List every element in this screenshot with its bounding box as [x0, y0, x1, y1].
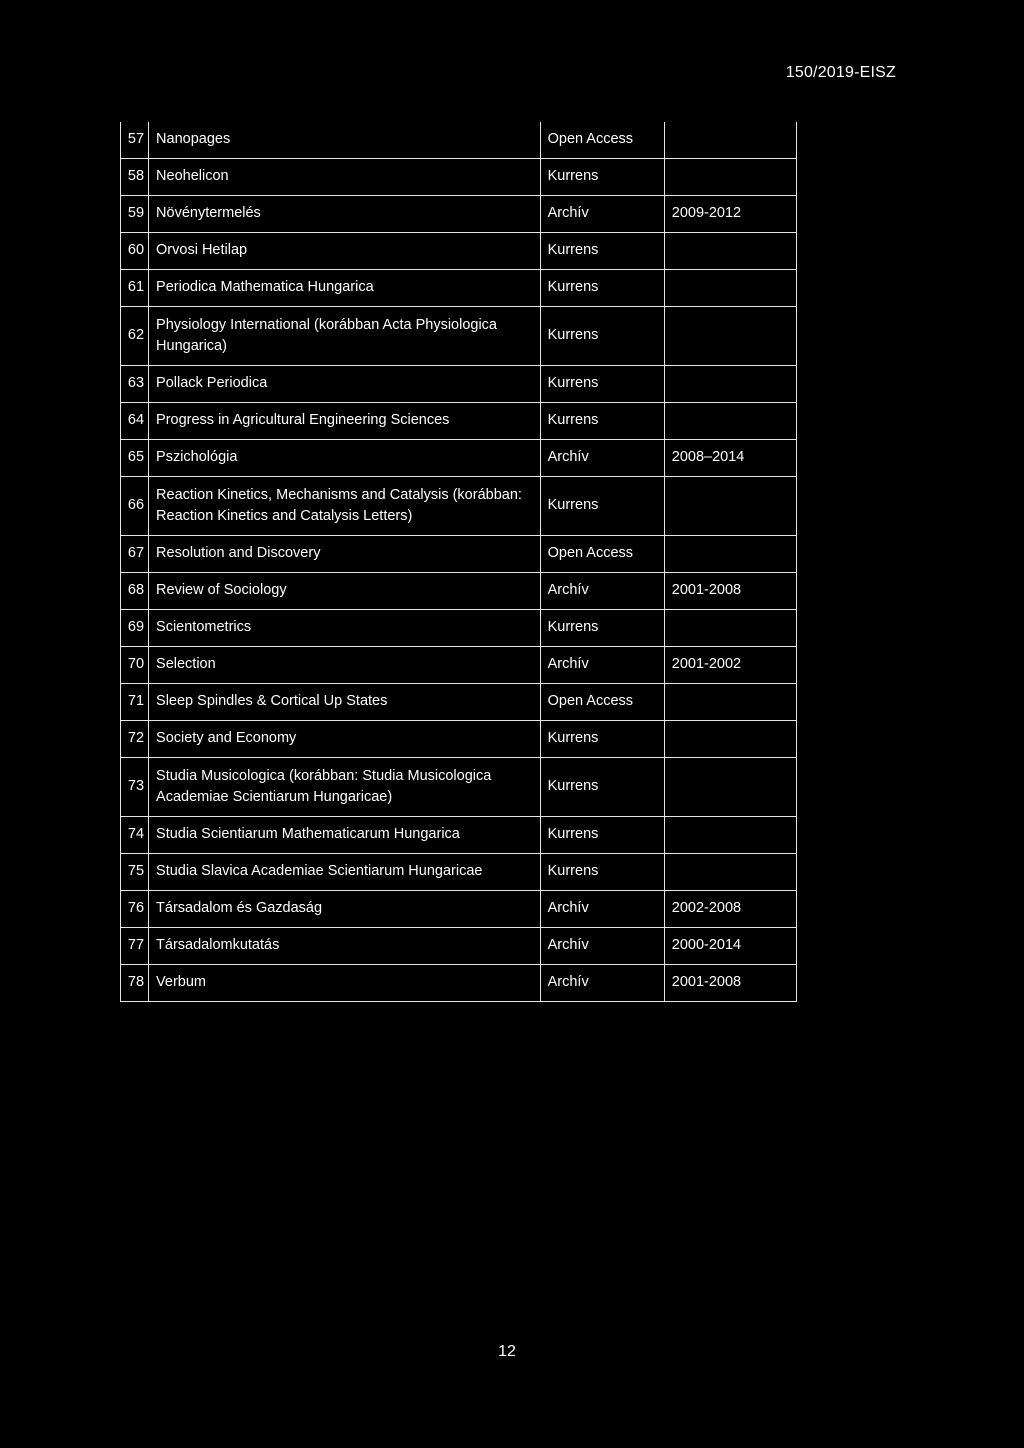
access-status: Kurrens	[540, 817, 664, 854]
table-row	[121, 965, 797, 1002]
archive-period: 2008–2014	[664, 440, 796, 477]
journal-title: Review of Sociology	[149, 573, 541, 610]
archive-period	[664, 817, 796, 854]
table-row	[121, 758, 797, 817]
access-status: Kurrens	[540, 477, 664, 536]
journal-title: Studia Scientiarum Mathematicarum Hungarica	[149, 817, 541, 854]
table-row	[121, 307, 797, 366]
table-row	[121, 647, 797, 684]
journal-title: Nanopages	[149, 122, 541, 159]
archive-period	[664, 233, 796, 270]
table-row	[121, 122, 797, 159]
row-number: 59	[121, 196, 149, 233]
table-row	[121, 366, 797, 403]
row-number: 72	[121, 721, 149, 758]
row-number: 68	[121, 573, 149, 610]
journal-title: Selection	[149, 647, 541, 684]
row-number: 62	[121, 307, 149, 366]
access-status: Kurrens	[540, 307, 664, 366]
archive-period	[664, 854, 796, 891]
journal-title: Társadalomkutatás	[149, 928, 541, 965]
access-status: Kurrens	[540, 721, 664, 758]
journal-title: Pollack Periodica	[149, 366, 541, 403]
archive-period	[664, 122, 796, 159]
access-status: Open Access	[540, 122, 664, 159]
archive-period	[664, 159, 796, 196]
table-row	[121, 573, 797, 610]
archive-period: 2001-2008	[664, 573, 796, 610]
table-row	[121, 536, 797, 573]
table-row	[121, 854, 797, 891]
access-status: Kurrens	[540, 366, 664, 403]
journal-title: Orvosi Hetilap	[149, 233, 541, 270]
access-status: Archív	[540, 440, 664, 477]
table-row	[121, 610, 797, 647]
row-number: 65	[121, 440, 149, 477]
row-number: 73	[121, 758, 149, 817]
archive-period	[664, 610, 796, 647]
page-number: 12	[498, 1343, 516, 1360]
archive-period	[664, 721, 796, 758]
access-status: Kurrens	[540, 610, 664, 647]
access-status: Open Access	[540, 536, 664, 573]
table-row	[121, 817, 797, 854]
row-number: 70	[121, 647, 149, 684]
access-status: Kurrens	[540, 159, 664, 196]
journal-title: Verbum	[149, 965, 541, 1002]
access-status: Archív	[540, 928, 664, 965]
archive-period	[664, 270, 796, 307]
archive-period: 2000-2014	[664, 928, 796, 965]
archive-period	[664, 366, 796, 403]
access-status: Archív	[540, 573, 664, 610]
row-number: 76	[121, 891, 149, 928]
access-status: Archív	[540, 965, 664, 1002]
archive-period: 2009-2012	[664, 196, 796, 233]
row-number: 64	[121, 403, 149, 440]
journal-title: Scientometrics	[149, 610, 541, 647]
archive-period: 2002-2008	[664, 891, 796, 928]
journal-title: Növénytermelés	[149, 196, 541, 233]
table-row	[121, 403, 797, 440]
access-status: Archív	[540, 647, 664, 684]
table-row	[121, 196, 797, 233]
journal-title: Neohelicon	[149, 159, 541, 196]
archive-period	[664, 307, 796, 366]
row-number: 77	[121, 928, 149, 965]
journal-title: Society and Economy	[149, 721, 541, 758]
table-row	[121, 270, 797, 307]
row-number: 58	[121, 159, 149, 196]
journal-title: Studia Slavica Academiae Scientiarum Hungaricae	[149, 854, 541, 891]
access-status: Open Access	[540, 684, 664, 721]
access-status: Archív	[540, 891, 664, 928]
access-status: Archív	[540, 196, 664, 233]
archive-period: 2001-2008	[664, 965, 796, 1002]
journal-title: Pszichológia	[149, 440, 541, 477]
archive-period	[664, 477, 796, 536]
access-status: Kurrens	[540, 270, 664, 307]
journal-title: Studia Musicologica (korábban: Studia Musicologica Academiae Scientiarum Hungaricae)	[149, 758, 541, 817]
row-number: 78	[121, 965, 149, 1002]
table-row	[121, 477, 797, 536]
row-number: 63	[121, 366, 149, 403]
row-number: 57	[121, 122, 149, 159]
table-row	[121, 233, 797, 270]
access-status: Kurrens	[540, 758, 664, 817]
archive-period	[664, 536, 796, 573]
access-status: Kurrens	[540, 233, 664, 270]
row-number: 69	[121, 610, 149, 647]
journal-title: Sleep Spindles & Cortical Up States	[149, 684, 541, 721]
archive-period	[664, 403, 796, 440]
row-number: 61	[121, 270, 149, 307]
journal-title: Reaction Kinetics, Mechanisms and Catalysis (korábban: Reaction Kinetics and Catalysis Letters)	[149, 477, 541, 536]
access-status: Kurrens	[540, 403, 664, 440]
journal-title: Periodica Mathematica Hungarica	[149, 270, 541, 307]
row-number: 60	[121, 233, 149, 270]
row-number: 75	[121, 854, 149, 891]
archive-period: 2001-2002	[664, 647, 796, 684]
journal-table	[120, 122, 797, 1002]
access-status: Kurrens	[540, 854, 664, 891]
table-row	[121, 928, 797, 965]
journal-title: Physiology International (korábban Acta Physiologica Hungarica)	[149, 307, 541, 366]
table-row	[121, 891, 797, 928]
row-number: 71	[121, 684, 149, 721]
journal-title: Resolution and Discovery	[149, 536, 541, 573]
archive-period	[664, 758, 796, 817]
row-number: 74	[121, 817, 149, 854]
archive-period	[664, 684, 796, 721]
table-row	[121, 721, 797, 758]
row-number: 66	[121, 477, 149, 536]
table-row	[121, 159, 797, 196]
journal-title: Progress in Agricultural Engineering Sciences	[149, 403, 541, 440]
table-row	[121, 684, 797, 721]
document-reference: 150/2019-EISZ	[785, 64, 896, 81]
row-number: 67	[121, 536, 149, 573]
table-row	[121, 440, 797, 477]
journal-title: Társadalom és Gazdaság	[149, 891, 541, 928]
